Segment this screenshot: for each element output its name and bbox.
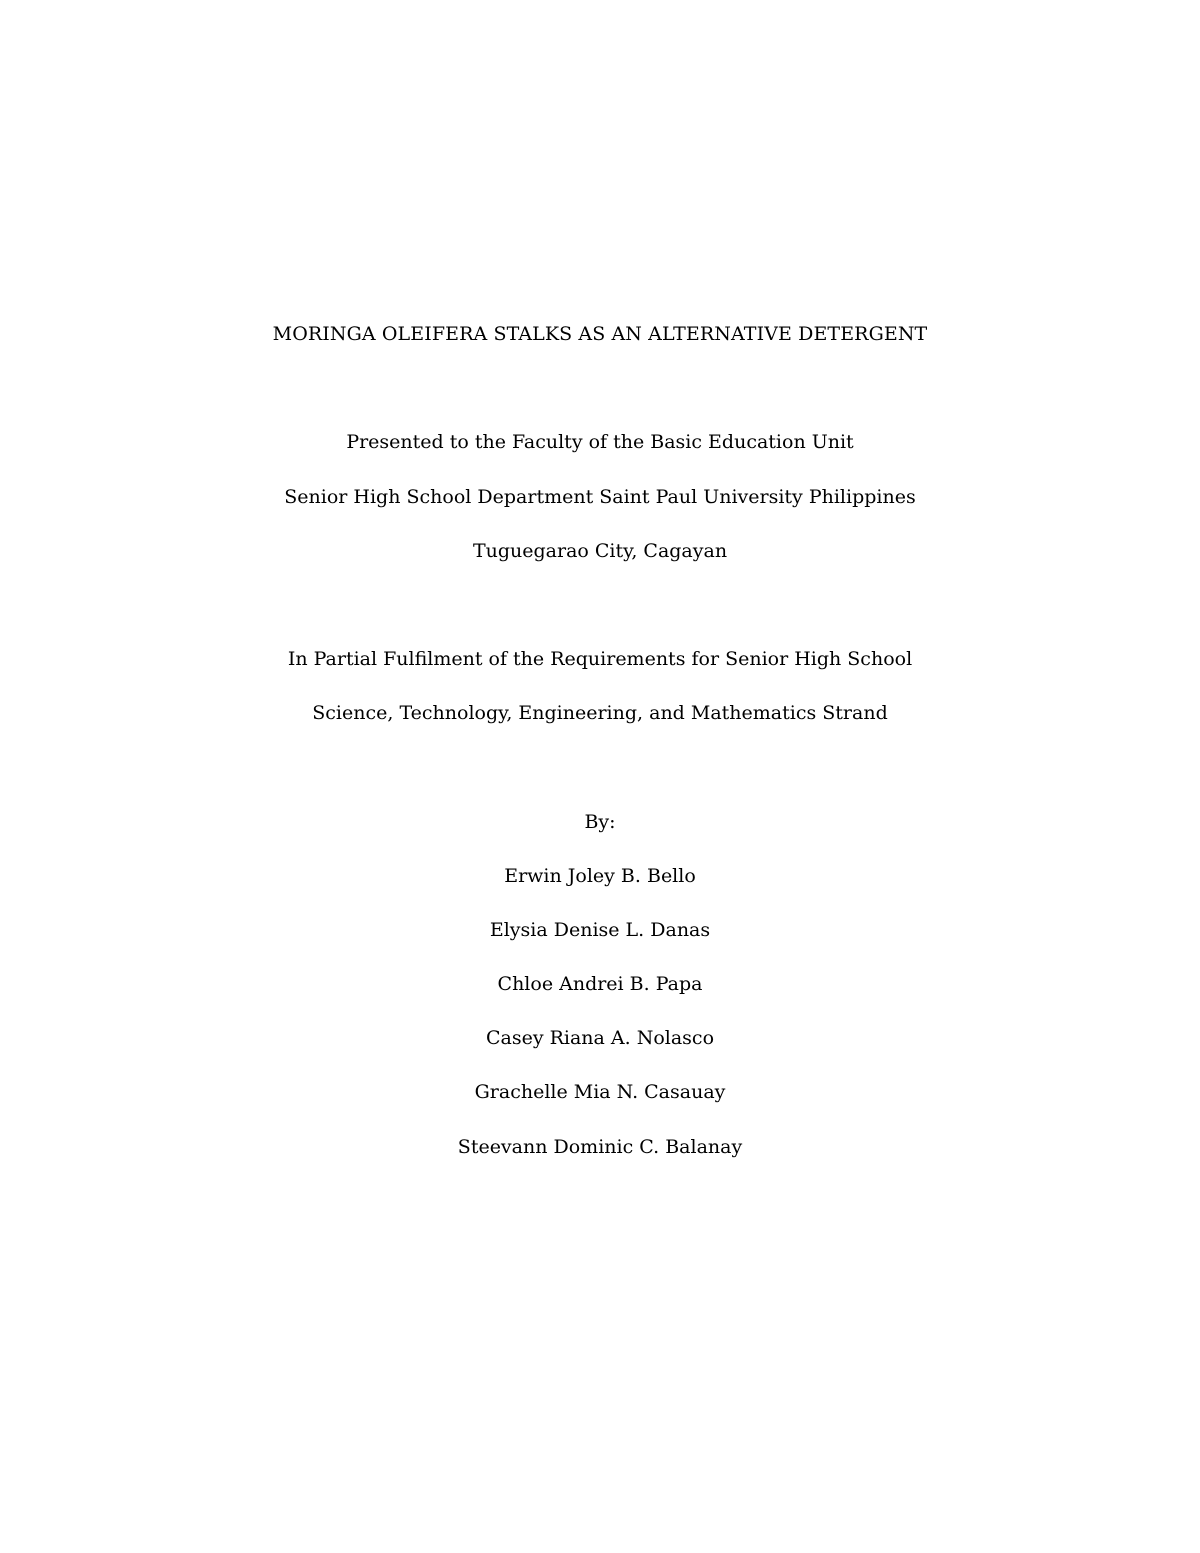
author-name: Grachelle Mia N. Casauay <box>474 1081 726 1103</box>
department-line: Senior High School Department Saint Paul University Philippines <box>284 486 916 508</box>
author-name: Casey Riana A. Nolasco <box>485 1027 715 1049</box>
strand-line: Science, Technology, Engineering, and Mathematics Strand <box>312 702 888 724</box>
author-name: Chloe Andrei B. Papa <box>497 973 703 995</box>
author-name: Erwin Joley B. Bello <box>504 865 696 887</box>
document-title: MORINGA OLEIFERA STALKS AS AN ALTERNATIVE DETERGENT <box>272 323 928 345</box>
presented-to-line: Presented to the Faculty of the Basic Education Unit <box>346 431 854 453</box>
by-label: By: <box>584 811 616 833</box>
author-name: Steevann Dominic C. Balanay <box>457 1136 743 1158</box>
location-line: Tuguegarao City, Cagayan <box>472 540 728 562</box>
fulfilment-line: In Partial Fulfilment of the Requirements for Senior High School <box>287 648 913 670</box>
author-name: Elysia Denise L. Danas <box>489 919 711 941</box>
